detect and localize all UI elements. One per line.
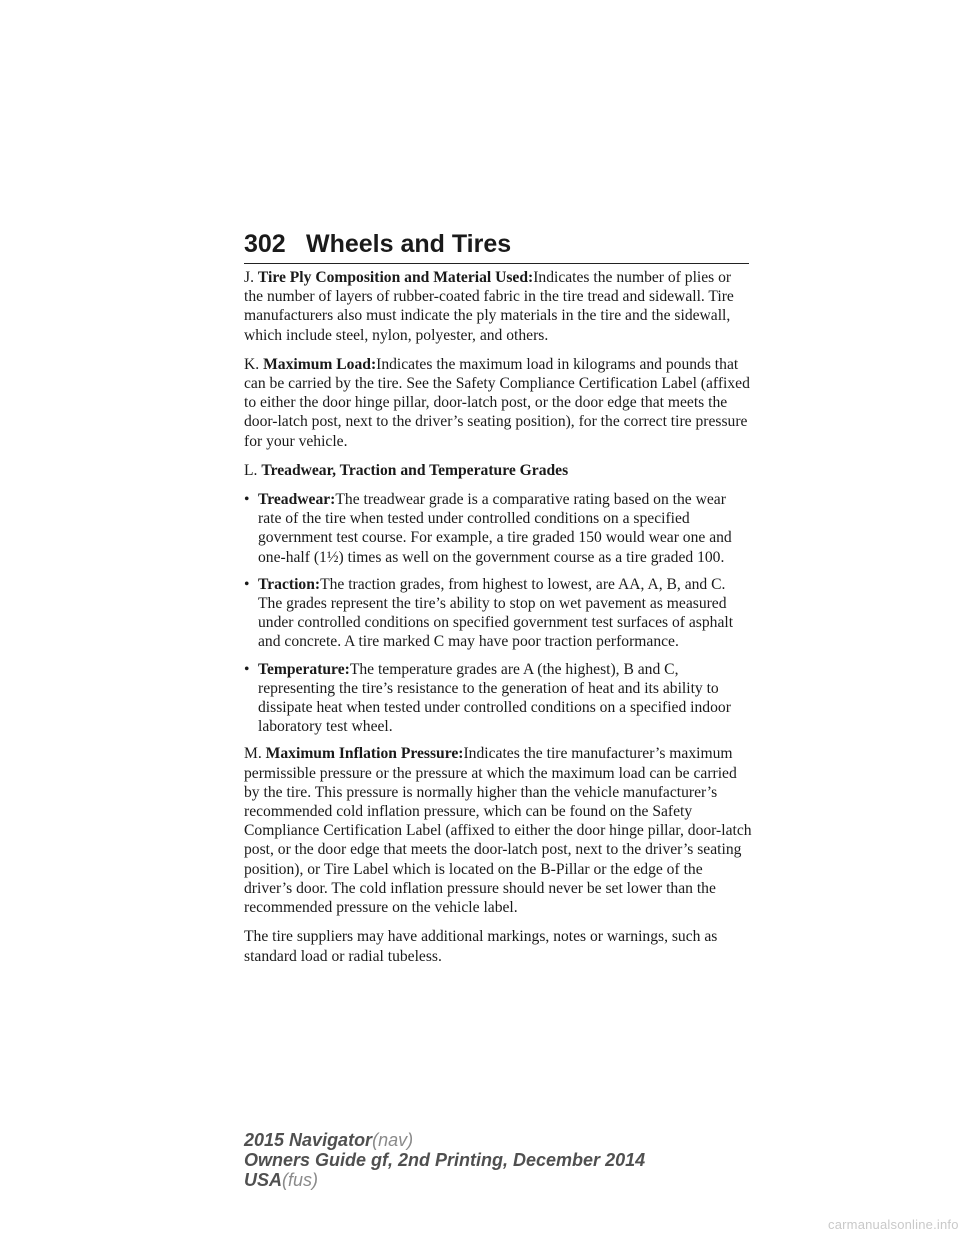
page-header [244, 229, 749, 264]
footer-model: 2015 Navigator [244, 1130, 373, 1150]
paragraph-j [244, 268, 752, 345]
footer-line-2: Owners Guide gf, 2nd Printing, December 2014 [244, 1150, 646, 1170]
bullet-traction-text: The traction grades, from highest to lowest, are AA, A, B, and C. The grades represent the tire’s ability to stop on wet pavement as measured under controlled conditions on specified government test surfaces of asphalt and concrete. A tire marked C may have poor traction performance. [258, 575, 734, 651]
paragraph-j-prefix: J. [244, 269, 254, 286]
section-title: Wheels and Tires [306, 230, 512, 258]
footer-model-code: (nav) [372, 1130, 414, 1150]
bullet-temperature [244, 660, 752, 737]
bullet-treadwear [244, 490, 752, 567]
paragraph-j-heading: Tire Ply Composition and Material Used: [257, 269, 534, 286]
paragraph-k-text: Indicates the maximum load in kilograms and pounds that can be carried by the tire. See the Safety Compliance Certification Label (affixed to either the door hinge pillar, door-latch post, or the door edge that meets the door-latch post, next to the driver’s seating position), for the correct tire pressure for your vehicle. [244, 355, 750, 450]
bullet-traction-heading: Traction: [258, 575, 321, 593]
paragraph-l-prefix: L. [244, 461, 258, 479]
bullet-treadwear-text: The treadwear grade is a comparative rating based on the wear rate of the tire when tested under controlled conditions on a specified government test course. For example, a tire graded 150 would wear one and one-half (1½) times as well on the government course as a tire graded 100. [258, 491, 732, 566]
paragraph-m [244, 744, 752, 917]
footer-line-3 [244, 1170, 645, 1190]
bullet-temperature-text: The temperature grades are A (the highest), B and C, representing the tire’s resistance to the generation of heat and its ability to dissipate heat when tested under controlled conditions on a specified indoor laboratory test wheel. [258, 660, 731, 736]
page-body [244, 268, 752, 976]
paragraph-l-heading: Treadwear, Traction and Temperature Grades [261, 461, 569, 479]
paragraph-l [244, 461, 752, 480]
bullet-treadwear-heading: Treadwear: [258, 491, 336, 509]
paragraph-m-text: Indicates the tire manufacturer’s maximum permissible pressure or the pressure at which the maximum load can be carried by the tire. This pressure is normally higher than the vehicle manufacturer’s recommended cold inflation pressure, which can be found on the Safety Compliance Certification Label (affixed to either the door hinge pillar, door-latch post, or the door edge that meets the door-latch post, next to the driver’s seating position), or Tire Label which is located on the B-Pillar or the edge of the driver’s door. The cold inflation pressure should never be set lower than the recommended pressure on the vehicle label. [244, 745, 752, 917]
bullet-traction [244, 575, 752, 652]
watermark: carmanualsonline.info [828, 1217, 959, 1232]
footer-line-1 [244, 1130, 645, 1150]
paragraph-k-heading: Maximum Load: [263, 355, 377, 373]
paragraph-m-heading: Maximum Inflation Pressure: [265, 745, 464, 763]
footer-market-code: (fus) [282, 1170, 319, 1190]
page-number: 302 [244, 230, 286, 258]
footer-market: USA [244, 1170, 283, 1190]
paragraph-k-prefix: K. [244, 355, 260, 373]
paragraph-m-prefix: M. [244, 745, 262, 763]
bullet-mark: • [244, 660, 250, 678]
paragraph-k [244, 355, 752, 451]
paragraph-closing: The tire suppliers may have additional markings, notes or warnings, such as standard load or radial tubeless. [244, 928, 718, 965]
bullet-mark: • [244, 575, 250, 593]
bullet-temperature-heading: Temperature: [258, 660, 350, 678]
document-footer [244, 1130, 645, 1190]
paragraph-j-text: Indicates the number of plies or the number of layers of rubber-coated fabric in the tire tread and sidewall. Tire manufacturers also must indicate the ply materials in the tire and the sidewall, which include steel, nylon, polyester, and others. [244, 269, 734, 344]
bullet-mark: • [244, 491, 250, 509]
